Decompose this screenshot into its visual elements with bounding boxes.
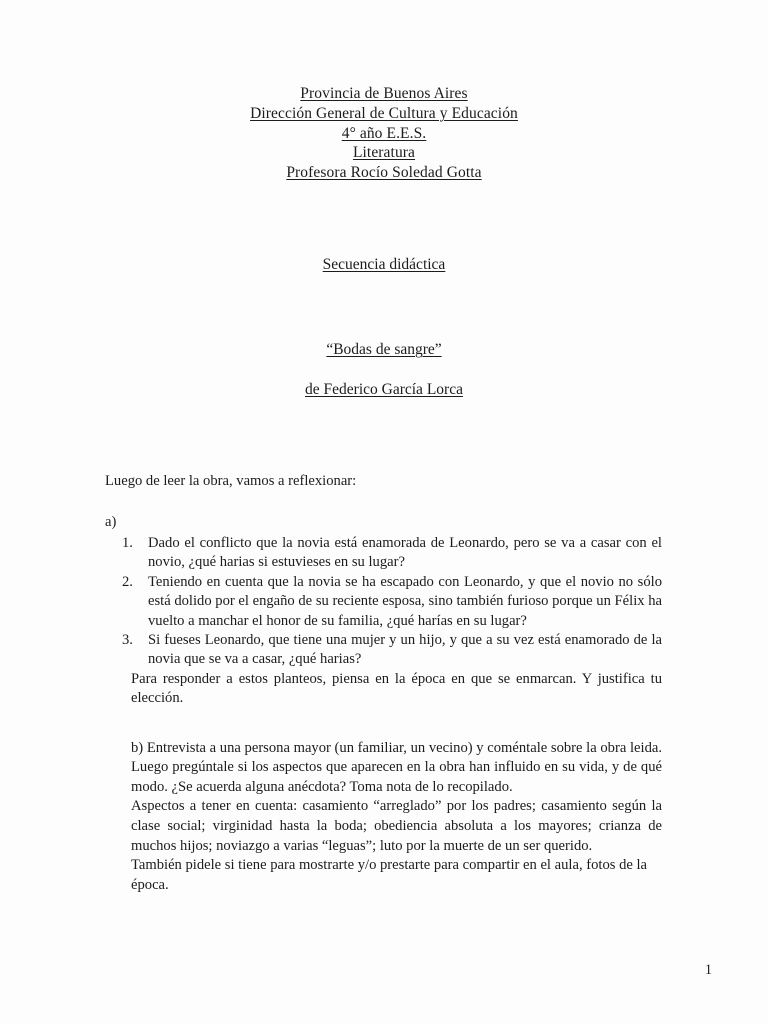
document-body — [105, 472, 662, 895]
section-b-paragraph-3: También pidele si tiene para mostrarte y/o prestarte para compartir en el aula, fotos de la época. — [131, 857, 648, 893]
question-list — [105, 534, 662, 670]
header-line-provincia: Provincia de Buenos Aires — [300, 85, 468, 102]
list-item: Dado el conflicto que la novia está enamorada de Leonardo, pero se va a casar con el novio, ¿qué harias si estuvieses en su lugar? — [148, 535, 662, 571]
section-b-block — [105, 739, 662, 896]
header-line-profesora: Profesora Rocío Soledad Gotta — [286, 164, 482, 182]
title-autor: de Federico García Lorca — [305, 381, 463, 398]
title-obra: “Bodas de sangre” — [326, 341, 442, 358]
list-item: Si fueses Leonardo, que tiene una mujer y un hijo, y que a su vez está enamorado de la novia que se va a casar, ¿qué harias? — [148, 632, 662, 668]
list-item: Teniendo en cuenta que la novia se ha escapado con Leonardo, y que el novio no sólo está dolido por el engaño de su reciente esposa, sino también furioso porque un Félix ha vuelto a manchar el honor de su familia, ¿qué harías en su lugar? — [148, 573, 662, 629]
intro-paragraph: Luego de leer la obra, vamos a reflexionar: — [105, 473, 357, 489]
header-line-materia: Literatura — [352, 144, 416, 162]
questions-followup-paragraph: Para responder a estos planteos, piensa en la época en que se enmarcan. Y justifica tu elección. — [131, 670, 662, 707]
title-secuencia-didactica: Secuencia didáctica — [322, 256, 446, 273]
header-line-direccion: Dirección General de Cultura y Educación — [250, 104, 518, 122]
section-a-marker: a) — [105, 514, 117, 530]
page-number: 1 — [704, 962, 712, 978]
document-header — [0, 84, 768, 183]
section-b-paragraph-1: b) Entrevista a una persona mayor (un familiar, un vecino) y coméntale sobre la obra leida. Luego pregúntale si los aspectos que aparecen en la obra han influido en su vida, y de qué modo. ¿Se acuerda alguna anécdota? Toma nota de lo recopilado. — [131, 739, 662, 795]
header-line-ano: 4° año E.E.S. — [341, 124, 427, 142]
section-b-paragraph-2: Aspectos a tener en cuenta: casamiento “arreglado” por los padres; casamiento según la clase social; virginidad hasta la boda; obediencia absoluta a los mayores; crianza de muchos hijos; noviazgo a varias “leguas”; luto por la muerte de un ser querido. — [131, 798, 662, 854]
